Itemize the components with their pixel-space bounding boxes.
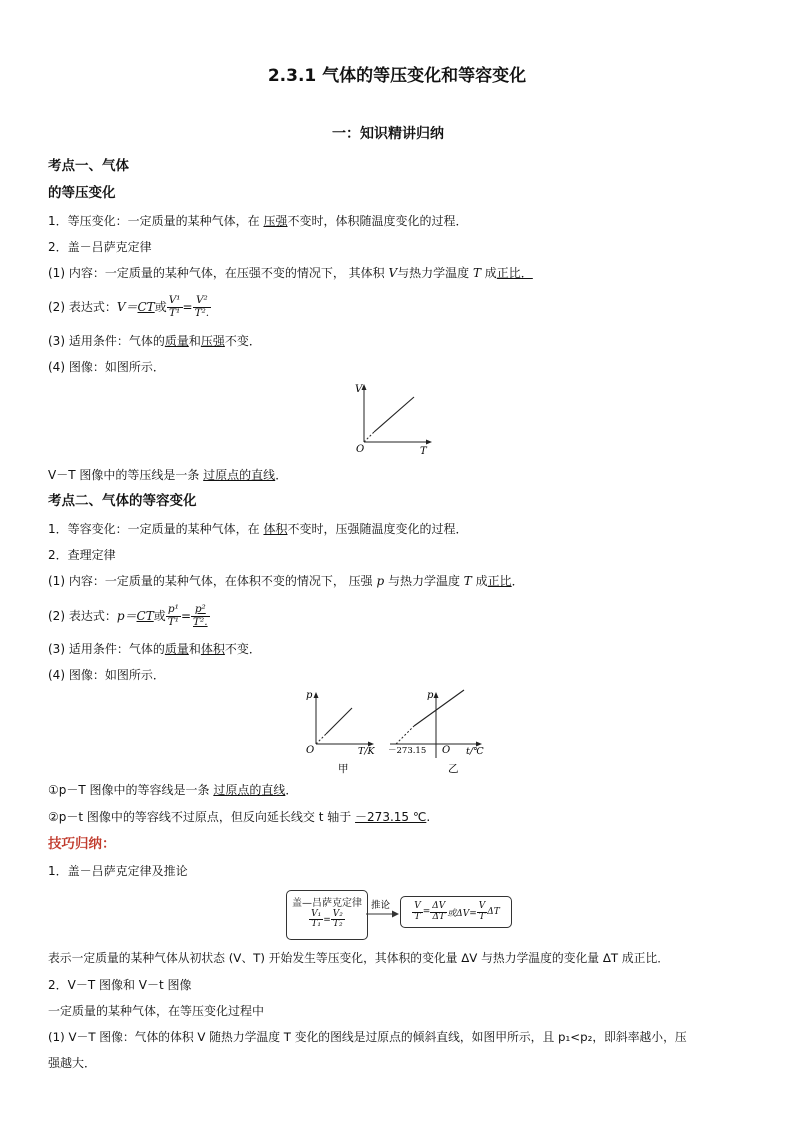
section2-heading: 考点二、气体的等容变化 bbox=[48, 493, 197, 509]
section2-condition bbox=[48, 642, 261, 656]
section2-conclusion-2 bbox=[48, 810, 430, 824]
section1-item1 bbox=[48, 214, 467, 228]
section1-image-line: (4) 图像：如图所示． bbox=[48, 360, 165, 374]
section2-conclusion-1 bbox=[48, 783, 297, 797]
dashed-extension bbox=[364, 432, 374, 442]
arrow-head bbox=[392, 911, 399, 918]
text: 和 bbox=[188, 642, 201, 656]
law-box bbox=[286, 890, 368, 940]
page-title: 2.3.1 气体的等压变化和等容变化 bbox=[267, 66, 527, 86]
section2-formula bbox=[48, 598, 210, 634]
key-term: 正比 bbox=[487, 574, 512, 588]
origin-label: O bbox=[356, 444, 365, 455]
y-axis-arrow bbox=[434, 692, 439, 698]
equals-sign: = bbox=[180, 608, 191, 623]
graph-caption: 乙 bbox=[448, 763, 459, 775]
skills-intro: 一定质量的某种气体，在等压变化过程中 bbox=[48, 1004, 265, 1018]
section1-condition bbox=[48, 334, 261, 348]
text: (3) 适用条件：气体的 bbox=[48, 642, 165, 656]
key-term: 压强 bbox=[200, 334, 225, 348]
key-term: 质量 bbox=[164, 642, 189, 656]
text: ． bbox=[285, 783, 298, 797]
y-axis-label: V bbox=[355, 384, 363, 395]
section2-item1 bbox=[48, 522, 467, 536]
section2-content bbox=[48, 574, 524, 588]
formula-lhs: V＝ bbox=[116, 299, 138, 314]
text: ． bbox=[511, 574, 524, 588]
key-term: 正比． bbox=[496, 266, 533, 280]
text: (2) 表达式： bbox=[48, 608, 117, 623]
text: 不变时，压强随温度变化的过程． bbox=[287, 522, 468, 536]
text: (2) 表达式： bbox=[48, 299, 117, 314]
skills-p1-line2: 强越大． bbox=[48, 1056, 97, 1070]
x-axis-label: T bbox=[420, 446, 427, 457]
tick-label: －273.15 bbox=[388, 746, 427, 756]
section2-image-line: (4) 图像：如图所示． bbox=[48, 668, 165, 682]
key-term: 体积 bbox=[200, 642, 225, 656]
fraction: $\frac{\text{V₂}}{\text{T₂}}$ bbox=[332, 909, 343, 930]
text: (1) 内容：一定质量的某种气体，在压强不变的情况下， 其体积 bbox=[48, 266, 389, 280]
text: (3) 适用条件：气体的 bbox=[48, 334, 165, 348]
arrow-label: 推论 bbox=[371, 900, 391, 911]
origin-label: O bbox=[306, 745, 315, 756]
formula-lhs: p＝ bbox=[116, 608, 137, 623]
text: 不变时，体积随温度变化的过程． bbox=[287, 214, 468, 228]
key-term: 压强 bbox=[263, 214, 288, 228]
key-term: －273.15 ℃ bbox=[355, 810, 427, 824]
section1-item2: 2．盖－吕萨克定律 bbox=[48, 240, 152, 254]
section2-item2: 2．查理定律 bbox=[48, 548, 116, 562]
text: 与热力学温度 bbox=[397, 266, 473, 280]
text: ΔT bbox=[487, 907, 500, 917]
graph-caption: 甲 bbox=[338, 763, 349, 775]
corollary-box bbox=[400, 896, 512, 928]
section1-heading-line1: 考点一、气体 bbox=[48, 158, 129, 174]
key-term: CT bbox=[136, 608, 154, 623]
var-p: p bbox=[376, 574, 385, 588]
text: 与热力学温度 bbox=[384, 574, 464, 588]
equals-sign: = bbox=[422, 907, 431, 917]
text: . bbox=[426, 810, 431, 824]
text: 或ΔV= bbox=[447, 908, 477, 919]
x-axis-label: t/℃ bbox=[466, 746, 484, 757]
section1-content bbox=[48, 266, 533, 280]
text: 和 bbox=[188, 334, 201, 348]
isobar-line bbox=[374, 397, 414, 432]
fraction-2: $\frac{\text{V²}}{\text{T².}}$ bbox=[194, 294, 210, 319]
text: 不变． bbox=[224, 642, 261, 656]
text: (1) 内容：一定质量的某种气体，在体积不变的情况下， 压强 bbox=[48, 574, 377, 588]
law-box-formula bbox=[287, 910, 367, 930]
equals-sign: = bbox=[182, 299, 193, 314]
x-axis-arrow bbox=[426, 440, 432, 445]
isochore-line bbox=[414, 690, 464, 726]
skills-p1-line1: (1) V－T 图像：气体的体积 V 随热力学温度 T 变化的图线是过原点的倾斜直线，如图甲所示，且 p₁<p₂，即斜率越小，压 bbox=[48, 1030, 687, 1044]
section1-conclusion bbox=[48, 468, 287, 482]
fraction-1: $\frac{\text{p¹}}{\text{T¹}}$ bbox=[167, 603, 179, 628]
dashed-extension bbox=[396, 726, 414, 744]
text: V－T 图像中的等压线是一条 bbox=[48, 468, 204, 482]
skills-description: 表示一定质量的某种气体从初状态 (V、T) 开始发生等压变化，其体积的变化量 ΔV 与热力学温度的变化量 ΔT 成正比． bbox=[48, 951, 670, 965]
fraction: $\frac{V}{T}$ bbox=[414, 901, 421, 922]
key-term: 体积 bbox=[263, 522, 288, 536]
equals-sign: = bbox=[323, 915, 331, 926]
text: 1．等容变化：一定质量的某种气体，在 bbox=[48, 522, 264, 536]
skills-item2: 2．V－T 图像和 V－t 图像 bbox=[48, 978, 192, 992]
section1-heading-line2: 的等压变化 bbox=[48, 185, 116, 201]
fraction: $\frac{\text{V₁}}{\text{T₁}}$ bbox=[311, 909, 322, 930]
var-t: T bbox=[463, 574, 472, 588]
text: ． bbox=[275, 468, 288, 482]
key-term: 过原点的直线 bbox=[213, 783, 286, 797]
arrow-icon bbox=[366, 896, 400, 924]
var-v: V bbox=[388, 266, 398, 280]
dashed-extension bbox=[316, 734, 326, 744]
fraction: $\frac{\Delta V}{\Delta T}$ bbox=[432, 901, 446, 922]
text: 不变． bbox=[224, 334, 261, 348]
key-term: CT bbox=[137, 299, 155, 314]
fraction: $\frac{V}{T}$ bbox=[478, 901, 486, 922]
origin-label: O bbox=[442, 745, 451, 756]
text: 或 bbox=[154, 299, 167, 314]
text: 1．等压变化：一定质量的某种气体，在 bbox=[48, 214, 264, 228]
pt-graph-jia bbox=[300, 686, 384, 776]
skills-item1: 1．盖－吕萨克定律及推论 bbox=[48, 864, 188, 878]
law-box-title: 盖—吕萨克定律 bbox=[292, 898, 362, 909]
y-axis-arrow bbox=[314, 692, 319, 698]
y-axis-arrow bbox=[362, 384, 367, 390]
y-axis-label: p bbox=[306, 690, 313, 701]
pt-graph-yi bbox=[386, 686, 492, 776]
key-term: 过原点的直线 bbox=[203, 468, 276, 482]
vt-graph bbox=[350, 380, 440, 460]
text: 成 bbox=[471, 574, 488, 588]
text: ②p－t 图像中的等容线不过原点，但反向延长线交 t 轴于 bbox=[48, 810, 356, 824]
fraction-2: $\frac{\text{p²}}{\text{T².}}$ bbox=[193, 603, 208, 628]
text: ①p－T 图像中的等容线是一条 bbox=[48, 783, 214, 797]
x-axis-label: T/K bbox=[358, 746, 375, 757]
isochore-line bbox=[326, 708, 352, 734]
section1-formula bbox=[48, 289, 211, 325]
text: 成 bbox=[480, 266, 497, 280]
key-term: 质量 bbox=[164, 334, 189, 348]
fraction-1: $\frac{\text{V¹}}{\text{T¹}}$ bbox=[168, 294, 181, 319]
skills-heading: 技巧归纳： bbox=[48, 836, 116, 852]
var-t: T bbox=[472, 266, 481, 280]
section-subtitle: 一：知识精讲归纳 bbox=[332, 126, 444, 142]
text: 或 bbox=[153, 608, 166, 623]
y-axis-label: p bbox=[427, 690, 434, 701]
